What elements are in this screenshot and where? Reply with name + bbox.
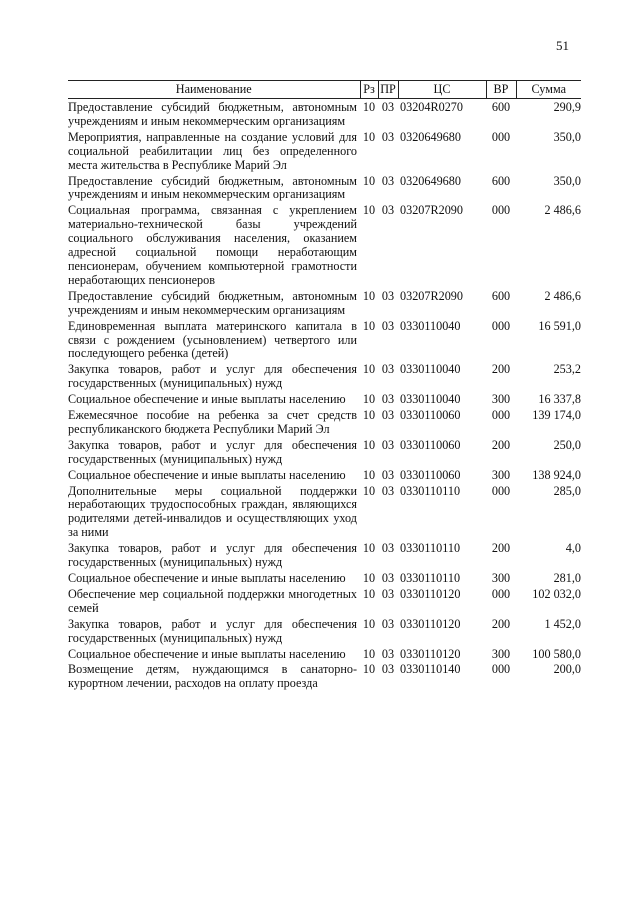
row-cs: 0330110120 [400, 646, 461, 661]
row-sum: 100 580,0 [532, 646, 581, 661]
row-vr: 200 [491, 362, 511, 377]
row-rz: 10 [362, 288, 376, 303]
header-cs: ЦС [398, 81, 486, 99]
row-cs: 0330110110 [400, 483, 461, 498]
header-sum: Сумма [516, 81, 581, 99]
row-vr: 300 [491, 467, 511, 482]
row-pr: 03 [381, 362, 395, 377]
row-sum: 290,9 [553, 100, 581, 114]
table-row [68, 99, 581, 129]
row-sum: 200,0 [553, 662, 581, 677]
row-cs: 0330110120 [400, 586, 461, 601]
row-pr: 03 [381, 100, 395, 114]
row-pr: 03 [381, 173, 395, 188]
row-vr: 200 [491, 437, 511, 452]
row-name: Социальное обеспечение и иные выплаты населению [68, 571, 346, 585]
row-vr: 300 [491, 571, 511, 585]
header-vr: ВР [486, 81, 516, 99]
row-name: Ежемесячное пособие на ребенка за счет средств республиканского бюджета Республики Марий Эл [68, 408, 357, 436]
row-cs: 0320649680 [400, 173, 461, 188]
row-name: Предоставление субсидий бюджетным, автономным учреждениям и иным некоммерческим организациям [68, 100, 357, 128]
row-pr: 03 [381, 129, 395, 144]
row-rz: 10 [362, 100, 376, 114]
table-row [68, 616, 581, 646]
row-rz: 10 [362, 408, 376, 423]
row-cs: 0330110040 [400, 362, 461, 377]
row-name: Закупка товаров, работ и услуг для обеспечения государственных (муниципальных) нужд [68, 616, 357, 645]
row-vr: 000 [491, 203, 511, 218]
table-row [68, 407, 581, 437]
row-cs: 0330110110 [400, 571, 461, 585]
row-pr: 03 [381, 571, 395, 585]
row-sum: 350,0 [553, 129, 581, 144]
row-name: Предоставление субсидий бюджетным, автономным учреждениям и иным некоммерческим организациям [68, 173, 357, 202]
row-sum: 250,0 [553, 437, 581, 452]
row-name: Социальное обеспечение и иные выплаты населению [68, 392, 346, 407]
row-cs: 03204R0270 [400, 100, 463, 114]
header-name: Наименование [68, 81, 360, 99]
row-pr: 03 [381, 408, 395, 423]
row-pr: 03 [381, 586, 395, 601]
row-cs: 0330110110 [400, 541, 461, 556]
budget-table [68, 80, 581, 691]
table-row [68, 661, 581, 691]
table-row [68, 129, 581, 173]
row-sum: 2 486,6 [544, 288, 581, 303]
table-row [68, 202, 581, 287]
row-cs: 0330110120 [400, 616, 461, 631]
row-rz: 10 [362, 571, 376, 585]
row-sum: 102 032,0 [532, 586, 581, 601]
row-cs: 0330110060 [400, 467, 461, 482]
row-rz: 10 [362, 392, 376, 407]
table-row [68, 483, 581, 541]
row-vr: 600 [491, 288, 511, 303]
row-sum: 2 486,6 [544, 203, 581, 218]
row-vr: 000 [491, 586, 511, 601]
row-pr: 03 [381, 662, 395, 677]
row-pr: 03 [381, 483, 395, 498]
row-vr: 300 [491, 392, 511, 407]
row-sum: 139 174,0 [532, 408, 581, 423]
row-vr: 200 [491, 616, 511, 631]
row-rz: 10 [362, 318, 376, 333]
row-vr: 000 [491, 483, 511, 498]
row-name: Обеспечение мер социальной поддержки многодетных семей [68, 586, 357, 615]
row-sum: 253,2 [553, 362, 581, 377]
row-cs: 03207R2090 [400, 288, 463, 303]
row-pr: 03 [381, 318, 395, 333]
row-rz: 10 [362, 616, 376, 631]
row-vr: 600 [491, 100, 511, 114]
row-cs: 0330110060 [400, 408, 461, 423]
row-rz: 10 [362, 437, 376, 452]
row-sum: 281,0 [553, 571, 581, 585]
row-name: Социальное обеспечение и иные выплаты населению [68, 646, 346, 661]
row-vr: 600 [491, 173, 511, 188]
row-rz: 10 [362, 467, 376, 482]
row-sum: 4,0 [565, 541, 581, 556]
row-pr: 03 [381, 203, 395, 218]
page-number: 51 [556, 38, 569, 53]
row-rz: 10 [362, 362, 376, 377]
row-pr: 03 [381, 646, 395, 661]
table-header-row [68, 81, 581, 99]
row-pr: 03 [381, 288, 395, 303]
row-rz: 10 [362, 662, 376, 677]
table-row [68, 173, 581, 203]
row-sum: 16 591,0 [538, 318, 581, 333]
row-pr: 03 [381, 616, 395, 631]
row-sum: 285,0 [553, 483, 581, 498]
row-pr: 03 [381, 392, 395, 407]
row-vr: 000 [491, 408, 511, 423]
header-pr: ПР [378, 81, 398, 99]
row-sum: 350,0 [553, 173, 581, 188]
table-row [68, 586, 581, 616]
table-row [68, 437, 581, 467]
row-name: Закупка товаров, работ и услуг для обеспечения государственных (муниципальных) нужд [68, 362, 357, 391]
row-cs: 03207R2090 [400, 203, 463, 218]
row-name: Дополнительные меры социальной поддержки неработающих трудоспособных граждан, являющихся родителями детей-инвалидов и осуществляющих уход за ними [68, 483, 357, 540]
row-pr: 03 [381, 467, 395, 482]
row-name: Социальная программа, связанная с укреплением материально-технической базы учреждений социального обслуживания населения, оказанием адресной социальной помощи неработающим пенсионерам, обучением компьютерной грамотности неработающих пенсионеров [68, 203, 357, 287]
row-rz: 10 [362, 541, 376, 556]
table-row [68, 570, 581, 586]
row-sum: 138 924,0 [532, 467, 581, 482]
row-name: Закупка товаров, работ и услуг для обеспечения государственных (муниципальных) нужд [68, 541, 357, 570]
table-row [68, 646, 581, 662]
row-rz: 10 [362, 203, 376, 218]
table-row [68, 288, 581, 318]
row-rz: 10 [362, 173, 376, 188]
row-vr: 000 [491, 318, 511, 333]
row-cs: 0320649680 [400, 129, 461, 144]
row-cs: 0330110140 [400, 662, 461, 677]
table-row [68, 361, 581, 391]
row-name: Предоставление субсидий бюджетным, автономным учреждениям и иным некоммерческим организациям [68, 288, 357, 317]
row-rz: 10 [362, 483, 376, 498]
row-name: Единовременная выплата материнского капитала в связи с рождением (усыновлением) четвертого или последующего ребенка (детей) [68, 318, 357, 361]
table-row [68, 391, 581, 407]
row-vr: 000 [491, 662, 511, 677]
row-cs: 0330110060 [400, 437, 461, 452]
row-name: Закупка товаров, работ и услуг для обеспечения государственных (муниципальных) нужд [68, 437, 357, 466]
row-name: Социальное обеспечение и иные выплаты населению [68, 467, 346, 482]
row-pr: 03 [381, 437, 395, 452]
row-pr: 03 [381, 541, 395, 556]
header-rz: Рз [360, 81, 378, 99]
row-rz: 10 [362, 646, 376, 661]
row-sum: 16 337,8 [538, 392, 581, 407]
table-row [68, 467, 581, 483]
row-sum: 1 452,0 [544, 616, 581, 631]
row-name: Возмещение детям, нуждающимся в санаторно-курортном лечении, расходов на оплату проезда [68, 662, 357, 691]
row-cs: 0330110040 [400, 392, 461, 407]
row-rz: 10 [362, 586, 376, 601]
table-row [68, 318, 581, 362]
row-name: Мероприятия, направленные на создание условий для социальной реабилитации лиц без определенного места жительства в Республике Марий Эл [68, 129, 357, 172]
row-cs: 0330110040 [400, 318, 461, 333]
row-vr: 300 [491, 646, 511, 661]
row-rz: 10 [362, 129, 376, 144]
row-vr: 000 [491, 129, 511, 144]
table-row [68, 540, 581, 570]
row-vr: 200 [491, 541, 511, 556]
